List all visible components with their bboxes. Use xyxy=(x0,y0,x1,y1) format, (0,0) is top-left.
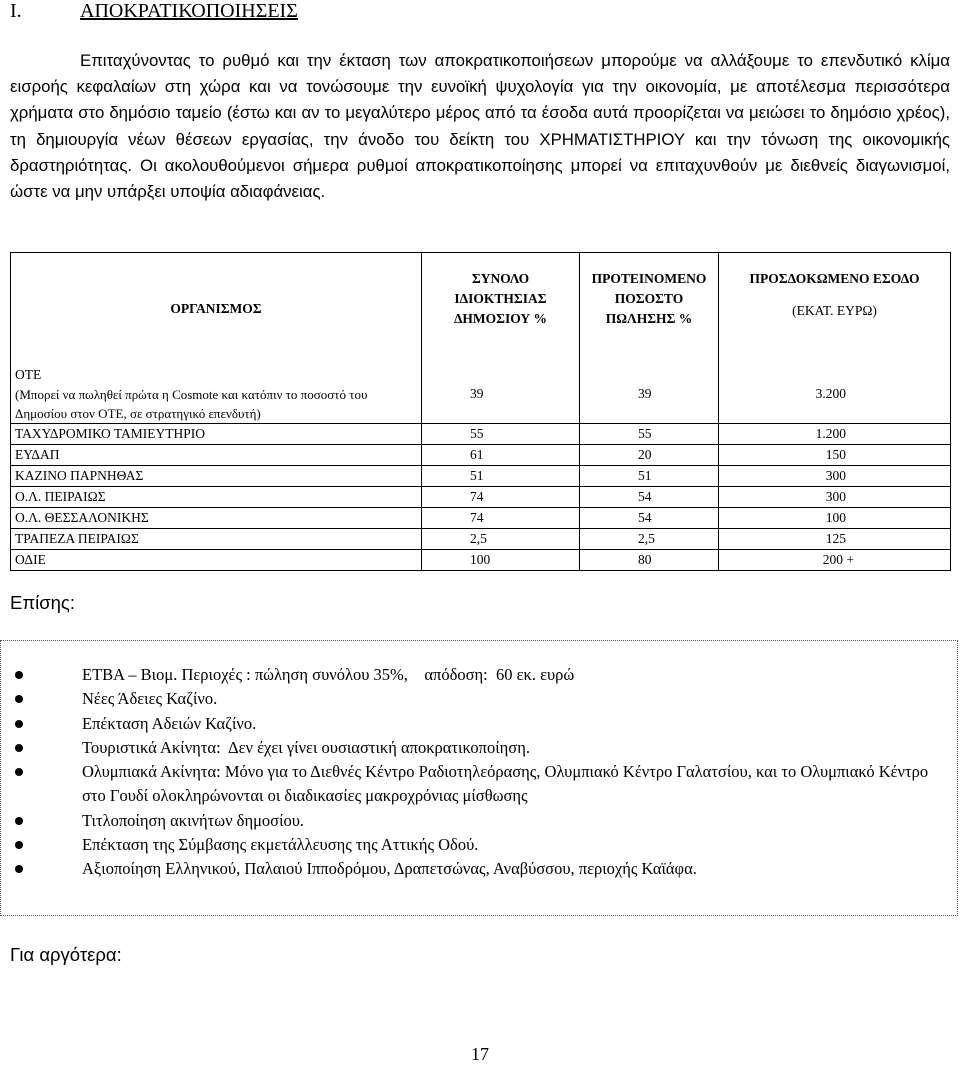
bullet-icon xyxy=(15,768,23,776)
list-item-text: Νέες Άδειες Καζίνο. xyxy=(82,689,218,709)
table-row xyxy=(11,466,951,487)
list-item xyxy=(1,736,956,760)
header-sale xyxy=(580,253,719,366)
list-item xyxy=(1,857,956,881)
org-cell: ΚΑΖΙΝΟ ΠΑΡΝΗΘΑΣ xyxy=(11,466,422,487)
org-cell: ΕΥΔΑΠ xyxy=(11,445,422,466)
list-item xyxy=(1,809,956,833)
org-name: ΟΤΕ xyxy=(15,367,42,382)
bullet-icon xyxy=(15,695,23,703)
sale-cell: 55 xyxy=(580,424,719,445)
header-income-unit: (ΕΚΑΤ. ΕΥΡΩ) xyxy=(792,303,877,318)
bullet-icon xyxy=(15,817,23,825)
income-cell: 3.200 xyxy=(719,365,951,424)
bullet-list xyxy=(1,663,956,882)
list-item xyxy=(1,760,956,809)
header-stake-label: ΣΥΝΟΛΟ ΙΔΙΟΚΤΗΣΙΑΣ ΔΗΜΟΣΙΟΥ % xyxy=(453,271,548,326)
also-label: Επίσης: xyxy=(10,592,75,613)
stake-cell: 100 xyxy=(422,550,580,571)
list-item-text: Επέκταση της Σύμβασης εκμετάλλευσης της Αττικής Οδού. xyxy=(82,835,479,855)
sale-cell: 2,5 xyxy=(580,529,719,550)
header-stake xyxy=(422,253,580,366)
list-item-text: Επέκταση Αδειών Καζίνο. xyxy=(82,713,257,733)
header-org: ΟΡΓΑΝΙΣΜΟΣ xyxy=(11,253,422,366)
list-item-text: Αξιοποίηση Ελληνικού, Παλαιού Ιπποδρόμου, Δραπετσώνας, Αναβύσσου, περιοχής Καϊάφα. xyxy=(82,859,697,879)
stake-cell: 39 xyxy=(422,365,580,424)
stake-cell: 2,5 xyxy=(422,529,580,550)
header-income-label: ΠΡΟΣΔΟΚΩΜΕΝΟ ΕΣΟΔΟ xyxy=(749,271,920,286)
org-cell: Ο.Λ. ΘΕΣΣΑΛΟΝΙΚΗΣ xyxy=(11,508,422,529)
income-cell: 300 xyxy=(719,466,951,487)
stake-cell: 61 xyxy=(422,445,580,466)
org-note: (Μπορεί να πωληθεί πρώτα η Cosmote και κατόπιν το ποσοστό του Δημοσίου στον ΟΤΕ, σε στρατηγικό επενδυτή) xyxy=(15,387,368,421)
bullet-box xyxy=(0,640,958,916)
stake-cell: 74 xyxy=(422,487,580,508)
stake-cell: 55 xyxy=(422,424,580,445)
table-row xyxy=(11,445,951,466)
sale-cell: 54 xyxy=(580,508,719,529)
list-item-text: Τουριστικά Ακίνητα: Δεν έχει γίνει ουσιαστική αποκρατικοποίηση. xyxy=(82,737,530,757)
later-label: Για αργότερα: xyxy=(10,944,122,965)
bullet-icon xyxy=(15,744,23,752)
section-heading xyxy=(10,0,298,23)
org-cell: ΤΑΧΥΔΡΟΜΙΚΟ ΤΑΜΙΕΥΤΗΡΙΟ xyxy=(11,424,422,445)
stake-cell: 74 xyxy=(422,508,580,529)
income-cell: 300 xyxy=(719,487,951,508)
income-cell: 125 xyxy=(719,529,951,550)
list-item xyxy=(1,663,956,687)
bullet-icon xyxy=(15,720,23,728)
table-header-row xyxy=(11,253,951,366)
list-item-text: Τιτλοποίηση ακινήτων δημοσίου. xyxy=(82,810,305,830)
sale-cell: 20 xyxy=(580,445,719,466)
table-row xyxy=(11,424,951,445)
income-cell: 200 + xyxy=(719,550,951,571)
table-row xyxy=(11,508,951,529)
table-row xyxy=(11,365,951,424)
list-item xyxy=(1,712,956,736)
bullet-icon xyxy=(15,841,23,849)
table-row xyxy=(11,550,951,571)
privatization-table xyxy=(10,252,951,571)
intro-paragraph: Επιταχύνοντας το ρυθμό και την έκταση των αποκρατικοποιήσεων μπορούμε να αλλάξουμε το επενδυτικό κλίμα εισροής κεφαλαίων στη χώρα και να τονώσουμε την ευνοϊκή ψυχολογία για την οικονομία, με αποτέλεσμα περισσότερα χρήματα στο δημόσιο ταμείο (έστω και αν το μεγαλύτερο μέρος από τα έσοδα αυτά προορίζεται να μειώσει το δημόσιο χρέος), τη δημιουργία νέων θέσεων εργασίας, την άνοδο του δείκτη του ΧΡΗΜΑΤΙΣΤΗΡΙΟΥ και την τόνωση της οικονομικής δραστηριότητας. Οι ακολουθούμενοι σήμερα ρυθμοί αποκρατικοποίησης μπορεί να επιταχυνθούν με διεθνείς διαγωνισμοί, ώστε να μην υπάρξει υποψία αδιαφάνειας. xyxy=(10,51,950,202)
sale-cell: 80 xyxy=(580,550,719,571)
list-item xyxy=(1,687,956,711)
bullet-icon xyxy=(15,671,23,679)
list-item-text: ΕΤΒΑ – Βιομ. Περιοχές : πώληση συνόλου 35%, απόδοση: 60 εκ. ευρώ xyxy=(82,665,575,684)
org-cell xyxy=(11,365,422,424)
section-number: I. xyxy=(10,0,22,22)
section-title: ΑΠΟΚΡΑΤΙΚΟΠΟΙΗΣΕΙΣ xyxy=(80,0,298,22)
sale-cell: 39 xyxy=(580,365,719,424)
header-income xyxy=(719,253,951,366)
sale-cell: 54 xyxy=(580,487,719,508)
page-number: 17 xyxy=(471,1044,489,1064)
stake-cell: 51 xyxy=(422,466,580,487)
income-cell: 100 xyxy=(719,508,951,529)
org-cell: ΟΔΙΕ xyxy=(11,550,422,571)
table-row xyxy=(11,529,951,550)
org-cell: Ο.Λ. ΠΕΙΡΑΙΩΣ xyxy=(11,487,422,508)
list-item xyxy=(1,833,956,857)
header-sale-label: ΠΡΟΤΕΙΝΟΜΕΝΟ ΠΟΣΟΣΤΟ ΠΩΛΗΣΗΣ % xyxy=(591,271,707,326)
income-cell: 1.200 xyxy=(719,424,951,445)
table-row xyxy=(11,487,951,508)
bullet-icon xyxy=(15,865,23,873)
list-item-text: Ολυμπιακά Ακίνητα: Μόνο για το Διεθνές Κέντρο Ραδιοτηλεόρασης, Ολυμπιακό Κέντρο Γαλατσίου, και το Ολυμπιακό Κέντρο στο Γουδί ολοκληρώνονται οι διαδικασίες μακροχρόνιας μίσθωσης xyxy=(82,762,929,806)
org-cell: ΤΡΑΠΕΖΑ ΠΕΙΡΑΙΩΣ xyxy=(11,529,422,550)
income-cell: 150 xyxy=(719,445,951,466)
sale-cell: 51 xyxy=(580,466,719,487)
